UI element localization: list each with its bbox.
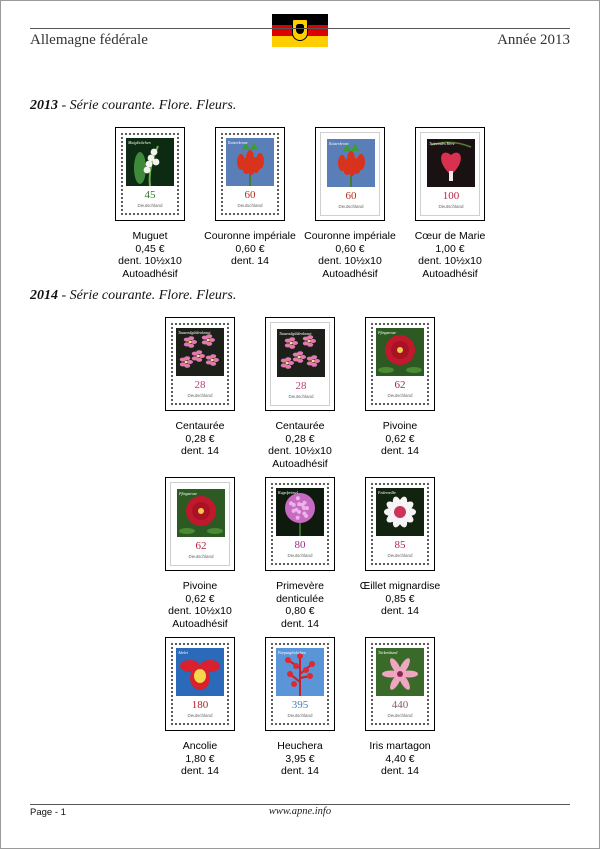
footer-rule [30,804,570,805]
stamp-country: Deutschland [288,394,314,399]
stamp-face [173,645,227,723]
caption-line: dent. 14 [381,605,419,617]
caption-line: Primevère [276,580,324,592]
stamp-perforation [420,132,480,216]
stamp-face [324,136,378,214]
stamp-mount [215,127,285,221]
stamp-perforation [170,642,230,726]
stamp-value: 28 [194,379,206,391]
stamp-country: Deutschland [287,713,313,718]
stamp-mount [365,637,435,731]
caption-line: 4,40 € [385,752,415,765]
stamp-value: 28 [295,380,307,392]
caption-line: Centaurée [275,420,325,432]
flower-image [176,328,224,376]
caption-line: Autoadhésif [172,617,228,630]
caption-line: dent. 10½x10 [118,255,182,267]
stamp-13 [365,637,435,731]
stamp-perforation [220,132,280,216]
stamp-10 [365,477,435,571]
stamp-country: Deutschland [387,393,413,398]
caption-line: 0,60 € [235,242,265,255]
stamp-value: 60 [345,190,357,202]
stamp-perforation [320,132,380,216]
caption-line: dent. 14 [281,765,319,777]
caption-line: 3,95 € [285,752,315,765]
stamp-value: 100 [442,190,460,202]
stamp-value: 440 [391,699,409,711]
stamp-flower-name: Tränendes Herz [429,141,455,146]
flower-image [376,648,424,696]
stamp-face [424,136,478,214]
flower-image [376,328,424,376]
caption-line: Iris martagon [369,740,431,752]
stamp-11 [165,637,235,731]
caption-line: Autoadhésif [422,267,478,280]
stamp-value: 62 [394,379,406,391]
caption-line: dent. 14 [231,255,269,267]
stamp-perforation [370,482,430,566]
caption-line: Ancolie [182,740,218,752]
stamp-mount [315,127,385,221]
flower-image [427,139,475,187]
stamp-caption [350,740,450,778]
eagle-emblem-icon [292,19,308,41]
stamp-mount [115,127,185,221]
caption-line: Muguet [132,230,168,242]
flower-image [327,139,375,187]
section-title-2013: 2013 - Série courante. Flore. Fleurs. [30,98,237,113]
header-country: Allemagne fédérale [30,32,148,48]
stamp-5 [165,317,235,411]
caption-line: 0,60 € [335,242,365,255]
stamp-mount [365,317,435,411]
stamp-country: Deutschland [387,713,413,718]
stamp-country: Deutschland [338,204,364,209]
caption-line: dent. 14 [181,445,219,457]
stamp-face [274,326,328,404]
stamp-perforation [170,322,230,406]
stamp-perforation [170,482,230,566]
stamp-perforation [270,642,330,726]
caption-line: 0,80 € [285,605,315,617]
footer-website: www.apne.info [268,806,332,817]
caption-line: Couronne impériale [204,230,296,242]
stamp-caption [100,230,200,280]
stamp-caption [250,420,350,470]
caption-line: Cœur de Marie [414,230,486,242]
stamp-flower-name: Pfingstrose [378,330,397,335]
flower-image [277,329,325,377]
stamp-caption [250,580,350,630]
stamp-caption [150,420,250,458]
stamp-face [223,135,277,213]
caption-line: Heuchera [277,740,323,752]
flower-image [276,648,324,696]
stamp-value: 180 [191,699,209,711]
stamp-caption [150,740,250,778]
stamp-face [123,135,177,213]
caption-line: Autoadhésif [272,457,328,470]
stamp-face [174,486,228,564]
stamp-3 [315,127,385,221]
stamp-country: Deutschland [137,203,163,208]
caption-line: 1,80 € [185,752,215,765]
stamp-face [273,645,327,723]
stamp-9 [265,477,335,571]
stamp-mount [265,317,335,411]
stamp-1 [115,127,185,221]
flower-image [226,138,274,186]
caption-line: Autoadhésif [122,267,178,280]
caption-line: dent. 10½x10 [418,255,482,267]
caption-line: dent. 14 [381,765,419,777]
caption-line: 0,28 € [285,432,315,445]
caption-line: Couronne impériale [304,230,396,242]
stamp-perforation [270,322,330,406]
stamp-8 [165,477,235,571]
caption-line: Autoadhésif [322,267,378,280]
flower-image [177,489,225,537]
stamp-flower-name: Federnelke [378,490,396,495]
flower-image [126,138,174,186]
stamp-mount [165,637,235,731]
stamp-value: 60 [244,189,256,201]
stamp-7 [365,317,435,411]
caption-line: 0,45 € [135,242,165,255]
stamp-country: Deutschland [237,203,263,208]
caption-line: dent. 14 [381,445,419,457]
header-rule [30,28,570,29]
stamp-caption [200,230,300,268]
flower-image [176,648,224,696]
stamp-country: Deutschland [187,393,213,398]
flower-image [376,488,424,536]
caption-line: 0,62 € [385,432,415,445]
stamp-flower-name: Tausendgüldenkraut [279,331,312,336]
footer-page-number: Page - 1 [30,807,66,818]
caption-line: dent. 10½x10 [268,445,332,457]
stamp-flower-name: Kaiserkrone [228,140,248,145]
german-flag-icon [272,14,328,47]
caption-line: dent. 10½x10 [168,605,232,617]
caption-line: Pivoine [382,420,418,432]
stamp-4 [415,127,485,221]
caption-line: 0,85 € [385,592,415,605]
stamp-caption [350,580,450,618]
stamp-value: 45 [144,189,156,201]
stamp-perforation [120,132,180,216]
stamp-value: 62 [195,540,207,552]
caption-line: 0,62 € [185,592,215,605]
stamp-12 [265,637,335,731]
stamp-mount [165,317,235,411]
stamp-mount [365,477,435,571]
section-title-2014: 2014 - Série courante. Flore. Fleurs. [30,288,237,303]
stamp-flower-name: Tausendgüldenkraut [178,330,211,335]
stamp-caption [300,230,400,280]
stamp-caption [350,420,450,458]
caption-line: denticulée [276,592,324,605]
stamp-flower-name: Türkenbund [378,650,398,655]
stamp-flower-name: Akelei [178,650,188,655]
stamp-flower-name: Kaiserkrone [329,141,349,146]
caption-line: 0,28 € [185,432,215,445]
stamp-value: 85 [394,539,406,551]
stamp-mount [415,127,485,221]
header-year: Année 2013 [497,32,570,48]
caption-line: Œillet mignardise [359,580,441,592]
stamp-mount [265,637,335,731]
stamp-face [373,485,427,563]
stamp-value: 395 [291,699,309,711]
stamp-6 [265,317,335,411]
stamp-flower-name: Pfingstrose [179,491,198,496]
stamp-value: 80 [294,539,306,551]
stamp-2 [215,127,285,221]
stamp-flower-name: Purpurglöckchen [278,650,306,655]
caption-line: dent. 10½x10 [318,255,382,267]
caption-line: Pivoine [182,580,218,592]
stamp-face [173,325,227,403]
stamp-perforation [270,482,330,566]
caption-line: dent. 14 [181,765,219,777]
stamp-caption [400,230,500,280]
stamp-face [373,645,427,723]
stamp-perforation [370,322,430,406]
stamp-country: Deutschland [287,553,313,558]
stamp-face [373,325,427,403]
stamp-flower-name: Kugelprimel [278,490,298,495]
stamp-mount [165,477,235,571]
caption-line: dent. 14 [281,617,319,630]
stamp-caption [250,740,350,778]
stamp-country: Deutschland [187,713,213,718]
stamp-country: Deutschland [188,554,214,559]
stamp-country: Deutschland [438,204,464,209]
flower-image [276,488,324,536]
stamp-country: Deutschland [387,553,413,558]
stamp-mount [265,477,335,571]
stamp-caption [150,580,250,630]
caption-line: Centaurée [175,420,225,432]
stamp-face [273,485,327,563]
stamp-flower-name: Maiglöckchen [128,140,151,145]
stamp-perforation [370,642,430,726]
caption-line: 1,00 € [435,242,465,255]
